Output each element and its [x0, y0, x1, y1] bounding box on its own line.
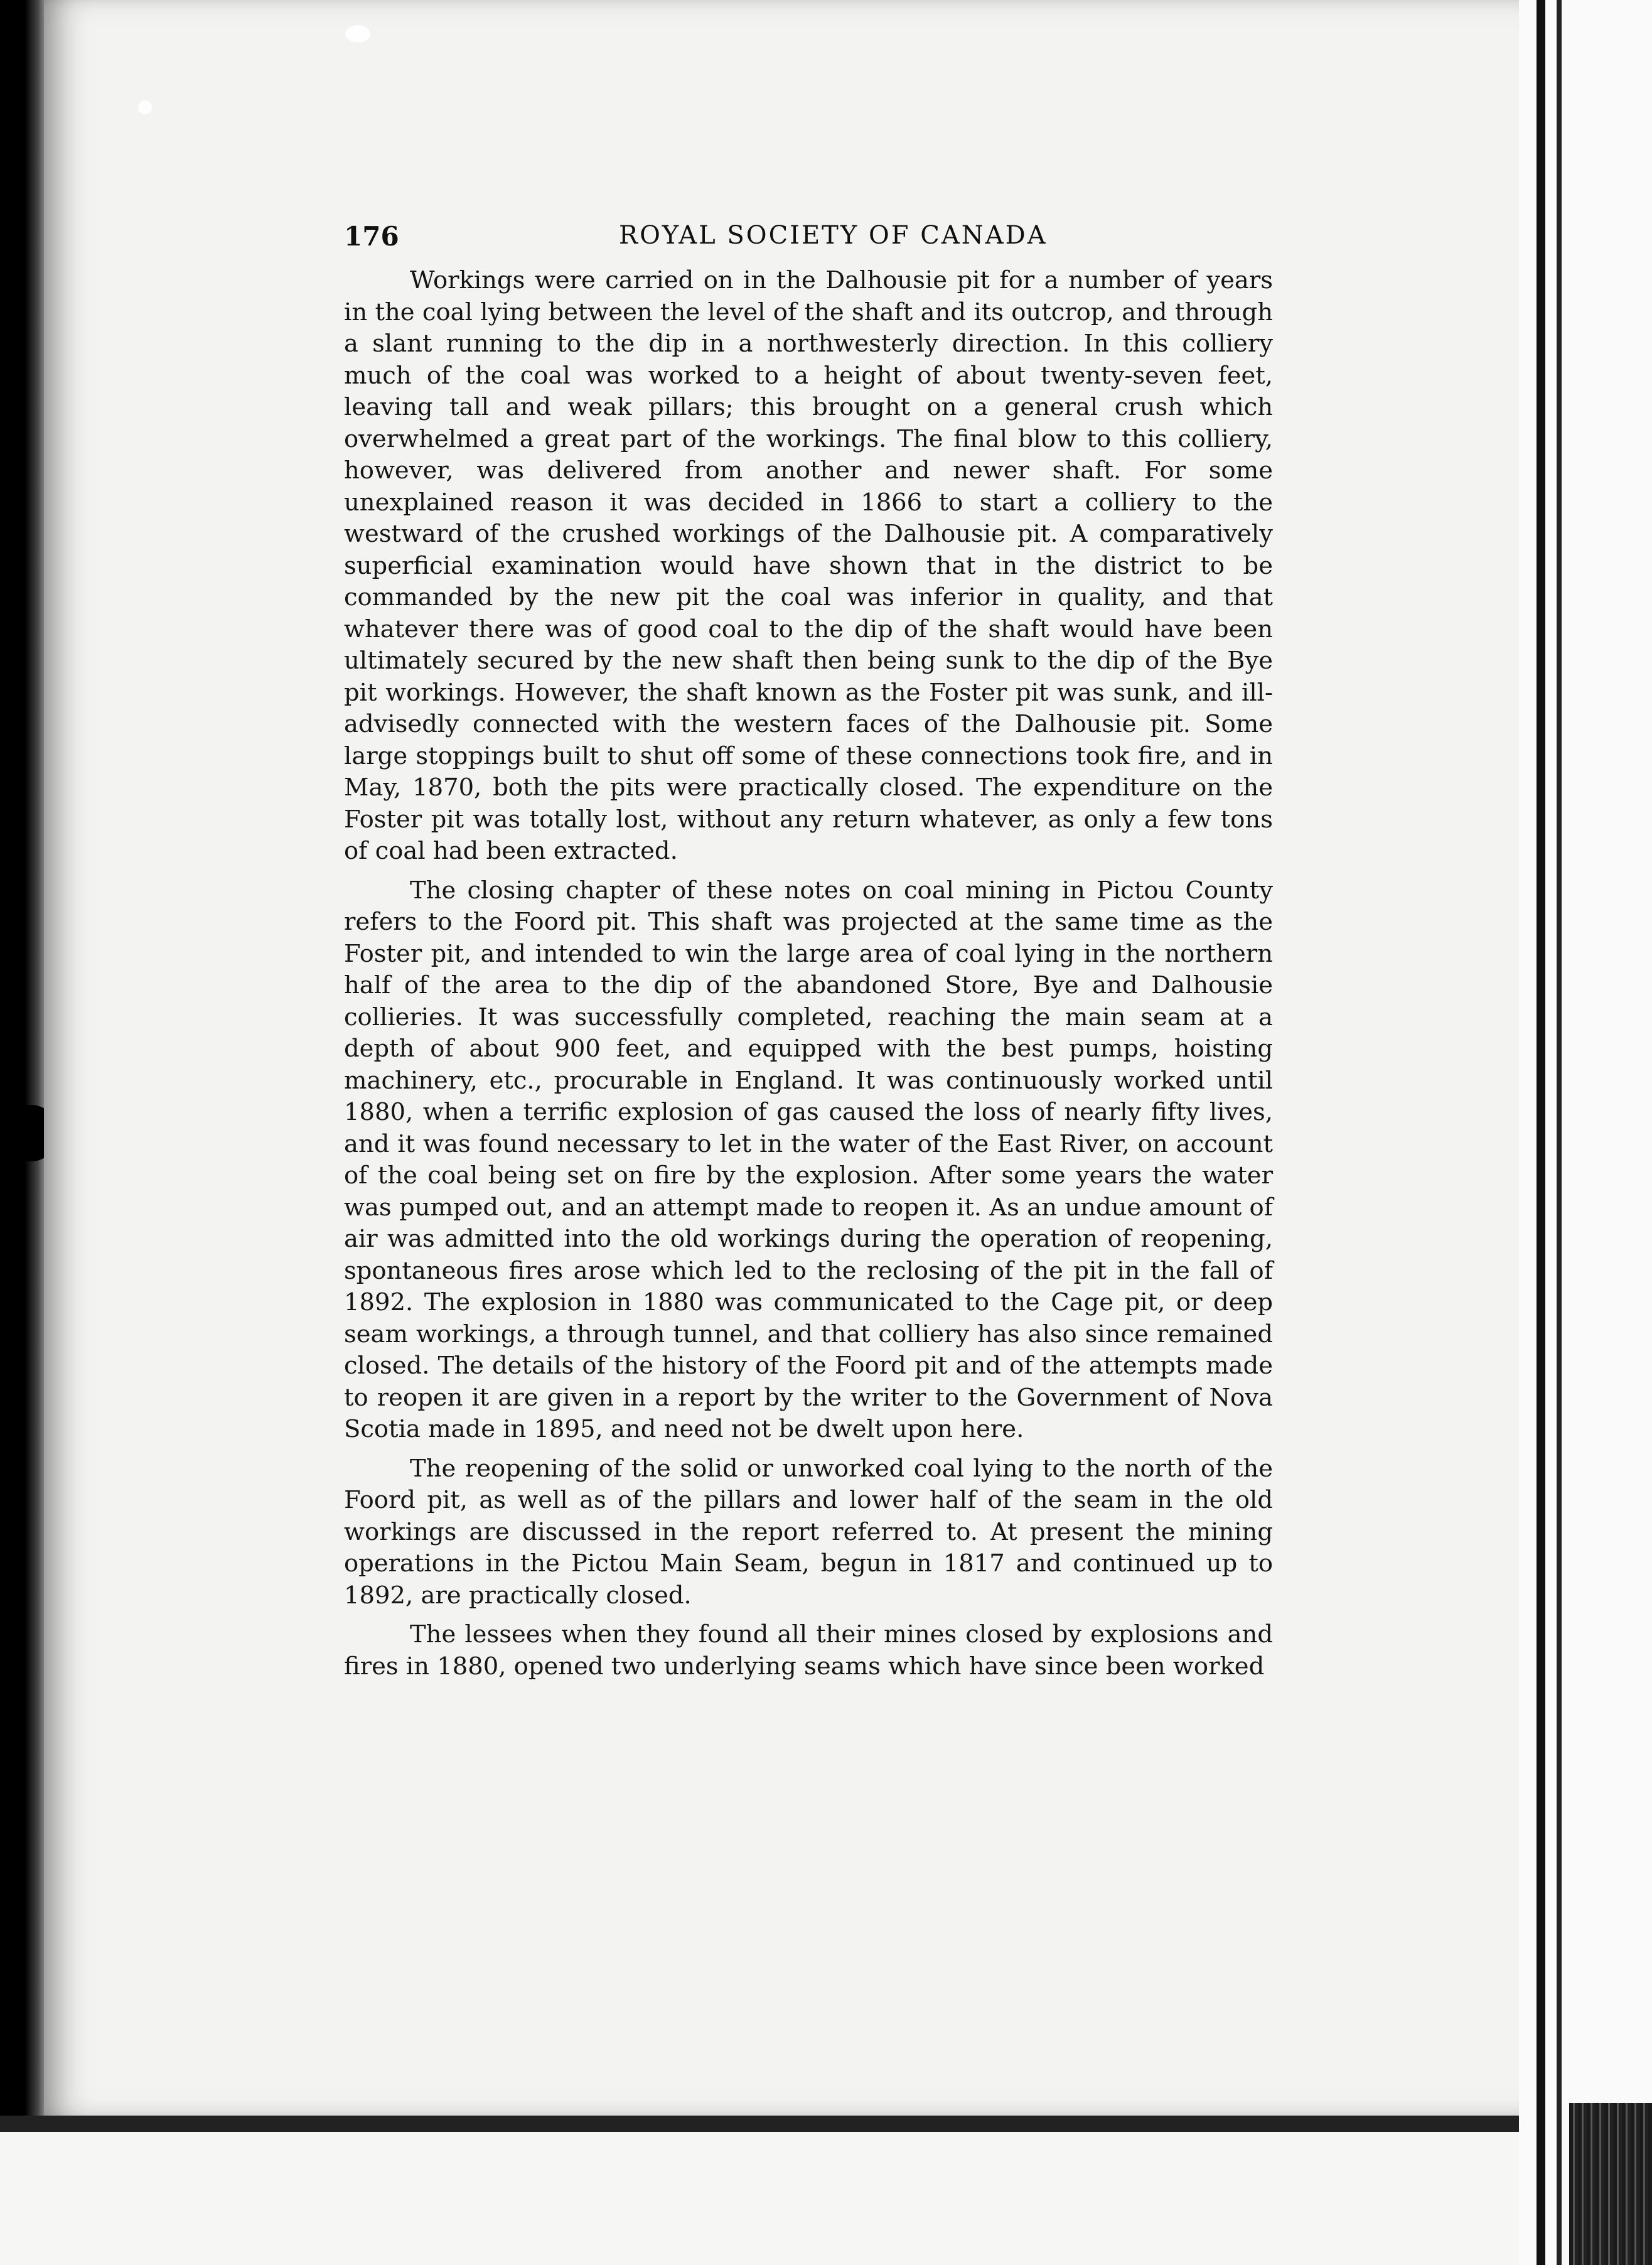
paragraph: The lessees when they found all their mines closed by explosions and fires in 1880, opened two underlying seams which have since been worked [344, 1620, 1273, 1681]
page-number: 176 [344, 221, 399, 252]
spine-edge [1537, 0, 1545, 2265]
paragraph: The closing chapter of these notes on coal mining in Pictou County refers to the Foord pit. This shaft was projected at the same time as the Foster pit, and intended to win the large area of coal lying in the northern half of the area to the dip of the abandoned Store, Bye and Dalhousie collieries. It was successfully completed, reaching the main seam at a depth of about 900 feet, and equipped with the best pumps, hoisting machinery, etc., procurable in England. It was continuously worked until 1880, when a terrific explosion of gas caused the loss of nearly fifty lives, and it was found necessary to let in the water of the East River, on account of the coal being set on fire by the explosion. After some years the water was pumped out, and an attempt made to reopen it. As an undue amount of air was admitted into the old workings during the operation of reopening, spontaneous fires arose which led to the reclosing of the pit in the fall of 1892. The explosion in 1880 was communicated to the Cage pit, or deep seam workings, a through tunnel, and that colliery has also since remained closed. The details of the history of the Foord pit and of the attempts made to reopen it are given in a report by the writer to the Government of Nova Scotia made in 1895, and need not be dwelt upon here. [344, 876, 1273, 1443]
paper-spot [138, 100, 152, 114]
book-spine [1519, 0, 1652, 2265]
cover-cloth [1569, 2103, 1652, 2265]
paragraph: Workings were carried on in the Dalhousie pit for a number of years in the coal lying between the level of the shaft and its outcrop, and through a slant running to the dip in a northwesterly direction. In this colliery much of the coal was worked to a height of about twenty-seven feet, leaving tall and weak pillars; this brought on a general crush which overwhelmed a great part of the workings. The final blow to this colliery, however, was delivered from another and newer shaft. For some unexplained reason it was decided in 1866 to start a colliery to the westward of the crushed workings of the Dalhousie pit. A comparatively superficial examination would have shown that in the district to be commanded by the new pit the coal was inferior in quality, and that whatever there was of good coal to the dip of the shaft would have been ultimately secured by the new shaft then being sunk to the dip of the Bye pit workings. However, the shaft known as the Foster pit was sunk, and ill-advisedly connected with the western faces of the Dalhousie pit. Some large stoppings built to shut off some of these connections took fire, and in May, 1870, both the pits were practically closed. The expenditure on the Foster pit was totally lost, without any return whatever, as only a few tons of coal had been extracted. [344, 266, 1273, 865]
spine-edge [1557, 0, 1562, 2265]
page-bottom-edge [0, 2116, 1652, 2132]
scan-bottom-margin [0, 2116, 1652, 2265]
page-header [344, 221, 1273, 261]
body-text [344, 265, 1273, 1690]
paper-spot [345, 25, 370, 43]
paragraph: The reopening of the solid or unworked coal lying to the north of the Foord pit, as well as of the pillars and lower half of the seam in the old workings are discussed in the report referred to. At present the mining operations in the Pictou Main Seam, begun in 1817 and continued up to 1892, are practically closed. [344, 1454, 1273, 1610]
running-head: ROYAL SOCIETY OF CANADA [619, 221, 1048, 250]
